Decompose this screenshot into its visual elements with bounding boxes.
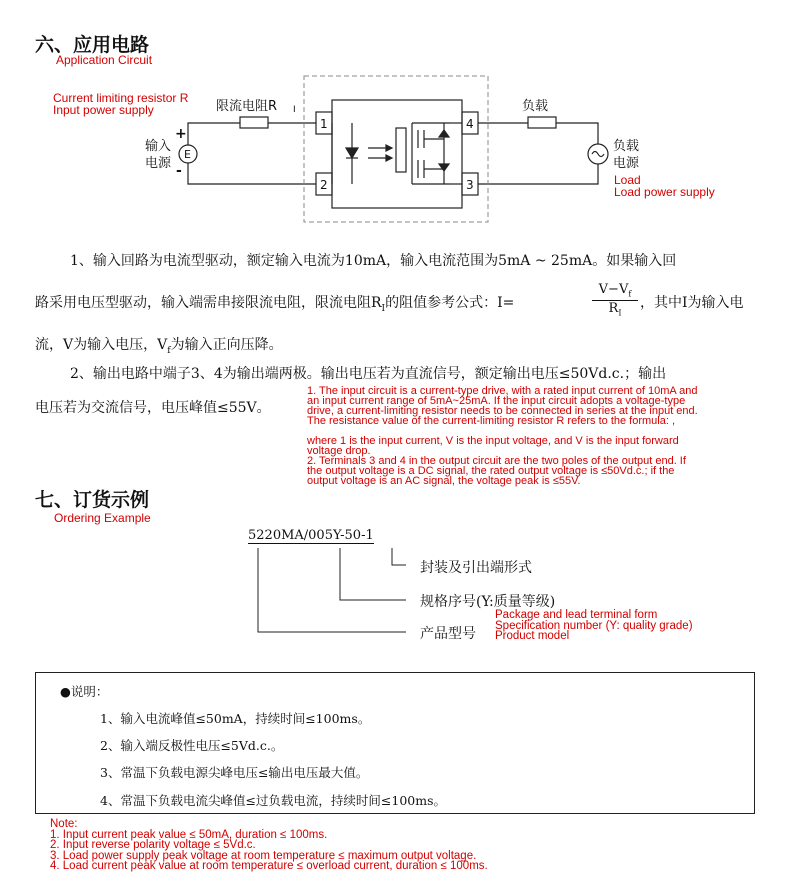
translation-block: 1. The input circuit is a current-type drive, with a rated input current of 10mA and an input current range of 5mA~25mA. If the input circuit adopts a voltage-type drive, a current-limiting resistor needs to be connected in series at the input end. The resistance value of the current-limiting resistor R refers to the formula: , where 1 is the input current, V is the input voltage, and V is the input forward voltage drop. 2. Terminals 3 and 4 in the output circuit are the two poles of the output end. If the output voltage is a DC signal, the rated output voltage is ≤50Vd.c.; if the output voltage is an AC signal, the voltage peak is ≤55V. (307, 385, 698, 487)
order-item3: 产品型号 (420, 626, 476, 642)
order-item1: 封装及引出端形式 (420, 560, 532, 576)
svg-text:+: + (175, 126, 187, 142)
para1-line2: 路采用电压型驱动，输入端需串接限流电阻，限流电阻$R_I$的阻值参考公式：I= (35, 295, 515, 314)
para1-line3: 流，V为输入电压，$V_f$为输入正向压降。 (35, 337, 283, 356)
svg-text:输入: 输入 (145, 139, 172, 154)
resistor-label: 限流电阻R (216, 99, 278, 114)
svg-text:3: 3 (466, 178, 474, 192)
section6-title-en: Application Circuit (56, 53, 153, 67)
order-item2: 规格序号(Y:质量等级) (420, 594, 556, 610)
note-4: 4、常温下负载电流尖峰值≤过负载电流，持续时间≤100ms。 (100, 793, 447, 808)
svg-text:电源: 电源 (145, 156, 172, 171)
svg-text:2: 2 (320, 178, 328, 192)
note-2: 2、输入端反极性电压≤5Vd.c.。 (100, 738, 284, 753)
notes-en: Note: 1. Input current peak value ≤ 50mA, duration ≤ 100ms. 2. Input reverse polarity voltage ≤ 5Vd.c. 3. Load power supply peak voltage at room temperature ≤ maximum output voltage. 4. Load current peak value at room temperature ≤ overload current, duration ≤ 100ms. (50, 818, 488, 872)
order-code: 5220MA/005Y-50-1 (248, 528, 374, 543)
section7-title: 七、订货示例 (35, 489, 150, 511)
svg-text:E: E (184, 148, 191, 161)
svg-text:电源: 电源 (613, 156, 640, 171)
section6-title: 六、应用电路 (35, 34, 150, 56)
load-annotation-en: Load Load power supply (614, 173, 715, 199)
svg-text:-: - (176, 163, 182, 179)
para2-line2: 电压若为交流信号，电压峰值≤55V。 (35, 400, 271, 416)
svg-text:4: 4 (466, 117, 474, 131)
svg-text:1: 1 (320, 117, 328, 131)
note-1: 1、输入电流峰值≤50mA，持续时间≤100ms。 (100, 711, 371, 726)
formula-fraction: $V-V_f$ $R_I$ (592, 282, 638, 317)
note-3: 3、常温下负载电源尖峰电压≤输出电压最大值。 (100, 765, 369, 780)
section7-title-en: Ordering Example (54, 511, 151, 525)
para2-line1: 2、输出电路中端子3、4为输出端两极。输出电压若为直流信号，额定输出电压≤50Vd.c.；输出 (70, 366, 667, 382)
svg-text:负载: 负载 (613, 139, 640, 154)
input-annotation-en: Current limiting resistor R Input power supply (53, 91, 189, 117)
para1-line1: 1、输入回路为电流型驱动，额定输入电流为10mA，输入电流范围为5mA ~ 25mA。如果输入回 (70, 253, 677, 269)
notes-heading: ●说明： (60, 684, 109, 699)
svg-text:负载: 负载 (522, 99, 549, 114)
ordering-en: Package and lead terminal form Specification number (Y: quality grade) Product model (495, 609, 693, 642)
svg-text:I: I (293, 105, 296, 115)
para1-line2-after: ，其中I为输入电 (640, 295, 744, 311)
